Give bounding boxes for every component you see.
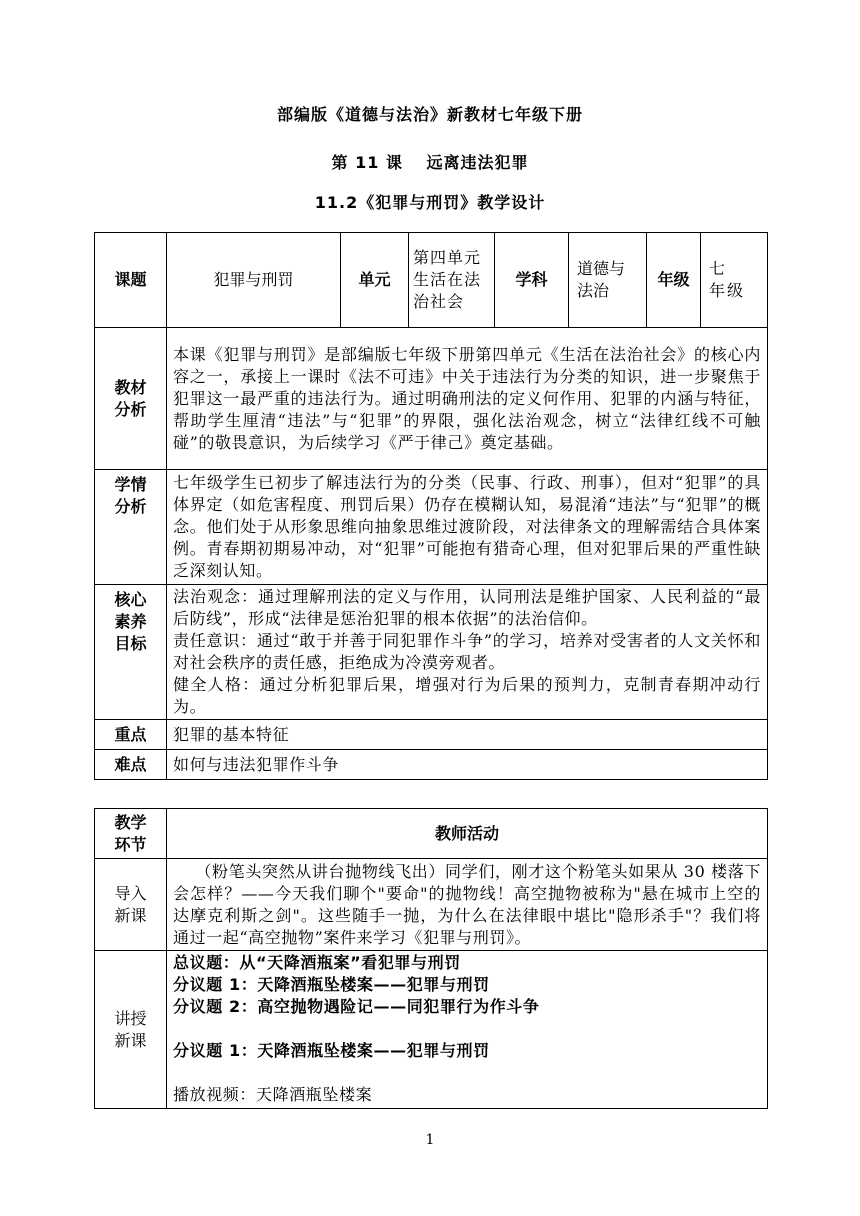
video-note: 播放视频：天降酒瓶坠楼案 — [173, 1085, 373, 1104]
label-unit: 单元 — [341, 233, 409, 328]
material-analysis-text: 本课《犯罪与刑罚》是部编版七年级下册第四单元《生活在法治社会》的核心内容之一，承接上一课时《法不可违》中关于违法行为分类的知识，进一步聚焦于犯罪这一最严重的违法行为。通过明确刑法的定义何作用、犯罪的内涵与特征，帮助学生厘清“违法”与“犯罪”的界限，强化法治观念，树立“法律红线不可触碰”的敬畏意识，为后续学习《严于律己》奠定基础。 — [167, 328, 768, 470]
intro-text: （粉笔头突然从讲台抛物线飞出）同学们，刚才这个粉笔头如果从 30 楼落下会怎样？——今天我们聊个"要命"的抛物线！高空抛物被称为"悬在城市上空的达摩克利斯之剑"。这些随手一抛，为什么在法律眼中堪比"隐形杀手"？我们将通过一起“高空抛物”案件来学习《犯罪与刑罚》。 — [167, 859, 768, 951]
label-core-goals: 核心素养目标 — [95, 585, 167, 720]
header-teacher-activity: 教师活动 — [167, 809, 768, 859]
core-goals-text — [167, 585, 768, 720]
teach-row-intro — [95, 859, 768, 951]
document-title: 部编版《道德与法治》新教材七年级下册 — [276, 105, 583, 124]
teaching-process-table — [94, 808, 768, 1109]
sub-topic-1: 分议题 1：天降酒瓶坠楼案——犯罪与刑罚 — [173, 975, 490, 994]
sub-topic-2: 分议题 2：高空抛物遇险记——同犯罪行为作斗争 — [173, 997, 540, 1016]
difficult-point-text: 如何与违法犯罪作斗争 — [167, 750, 768, 780]
design-title: 11.2《犯罪与刑罚》教学设计 — [314, 193, 546, 212]
lesson-info-table — [94, 232, 768, 780]
spacer — [173, 1018, 761, 1040]
sub-topic-1-heading: 分议题 1：天降酒瓶坠楼案——犯罪与刑罚 — [173, 1041, 490, 1060]
lesson-title: 第 11 课 远离违法犯罪 — [331, 153, 529, 172]
teach-row-lecture — [95, 951, 768, 1109]
info-row-goals — [95, 585, 768, 720]
info-row-difficult — [95, 750, 768, 780]
student-analysis-text: 七年级学生已初步了解违法行为的分类（民事、行政、刑事），但对“犯罪”的具体界定（如危害程度、刑罚后果）仍存在模糊认知，易混淆“违法”与“犯罪”的概念。他们处于从形象思维向抽象思维过渡阶段，对法律条文的理解需结合具体案例。青春期初期易冲动，对“犯罪”可能抱有猎奇心理，但对犯罪后果的严重性缺乏深刻认知。 — [167, 470, 768, 585]
label-lecture: 讲授新课 — [95, 951, 167, 1109]
info-row-basic — [95, 233, 768, 328]
label-difficult-point: 难点 — [95, 750, 167, 780]
subject-value: 道德与法治 — [569, 233, 647, 328]
label-intro: 导入新课 — [95, 859, 167, 951]
lecture-content — [167, 951, 768, 1109]
key-point-text: 犯罪的基本特征 — [167, 720, 768, 750]
info-row-students — [95, 470, 768, 585]
unit-value: 第四单元 生活在法治社会 — [409, 233, 495, 328]
spacer — [173, 1062, 761, 1084]
info-row-material — [95, 328, 768, 470]
info-row-key — [95, 720, 768, 750]
goal-item: 责任意识：通过“敢于并善于同犯罪作斗争”的学习，培养对受害者的人文关怀和对社会秩序的责任感，拒绝成为冷漠旁观者。 — [173, 631, 761, 672]
page-number: 1 — [425, 1132, 435, 1148]
goal-item: 法治观念：通过理解刑法的定义与作用，认同刑法是维护国家、人民利益的“最后防线”，形成“法律是惩治犯罪的根本依据”的法治信仰。 — [173, 587, 761, 628]
label-key-point: 重点 — [95, 720, 167, 750]
goal-item: 健全人格：通过分析犯罪后果，增强对行为后果的预判力，克制青春期冲动行为。 — [173, 675, 761, 716]
grade-value: 七 年级 — [701, 233, 768, 328]
label-subject: 学科 — [495, 233, 569, 328]
label-grade: 年级 — [647, 233, 701, 328]
topic-value: 犯罪与刑罚 — [167, 233, 341, 328]
header-teaching-stage: 教学环节 — [95, 809, 167, 859]
label-material-analysis: 教材分析 — [95, 328, 167, 470]
main-topic: 总议题：从“天降酒瓶案”看犯罪与刑罚 — [173, 953, 461, 972]
teach-header-row — [95, 809, 768, 859]
label-student-analysis: 学情分析 — [95, 470, 167, 585]
label-topic: 课题 — [95, 233, 167, 328]
